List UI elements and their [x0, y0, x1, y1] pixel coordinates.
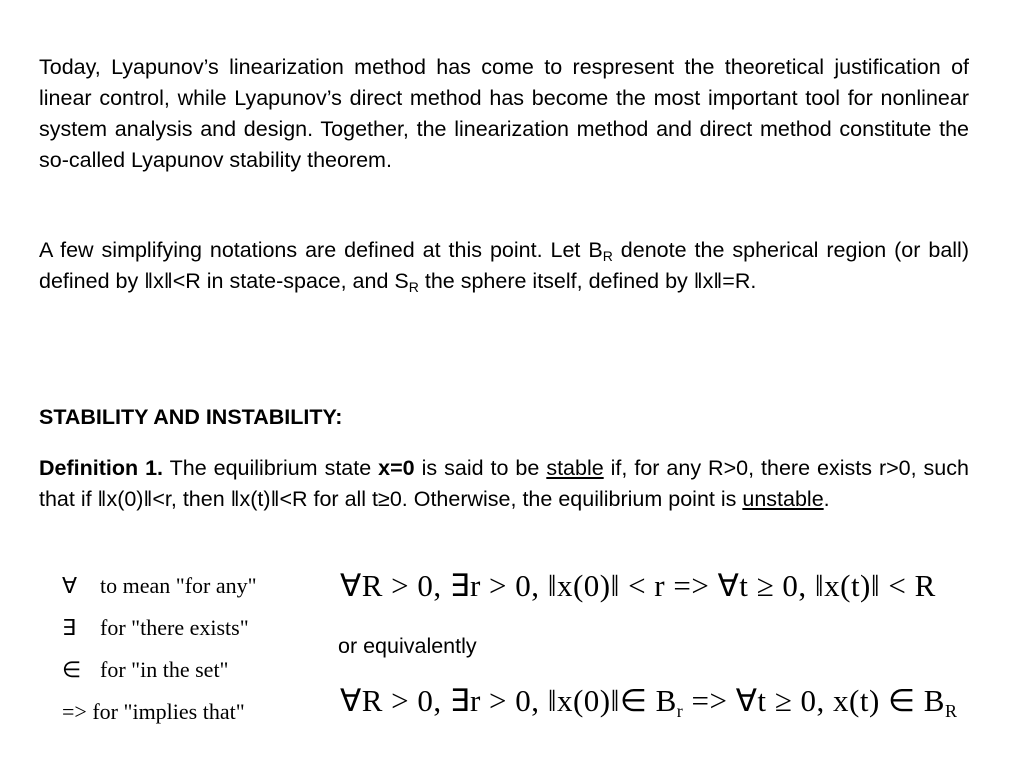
notation-text-2: denote the spherical region (or ball) defined by ‖x‖<R in state-space, and S	[39, 238, 969, 293]
section-heading: STABILITY AND INSTABILITY:	[39, 405, 343, 429]
definition-text-1: The equilibrium state	[163, 456, 379, 480]
implies-symbol: =>	[62, 699, 87, 724]
definition-stable: stable	[546, 456, 604, 480]
notation-sub-2: R	[408, 279, 419, 295]
notation-sub-1: R	[602, 248, 613, 264]
definition-text-2: is said to be	[414, 456, 547, 480]
element-of-symbol: ∈	[62, 657, 82, 682]
definition-unstable: unstable	[742, 487, 824, 511]
symbol-legend	[62, 566, 257, 734]
eq2-sub-r: r	[676, 701, 684, 721]
legend-row-in-set	[62, 650, 257, 692]
legend-text: for "there exists"	[100, 615, 249, 640]
stability-equation: ∀R > 0, ∃r > 0, ‖x(0)‖ < r => ∀t ≥ 0, ‖x(t)‖ < R	[340, 568, 936, 603]
legend-row-implies	[62, 692, 257, 734]
paragraph-intro: Today, Lyapunov’s linearization method has come to respresent the theoretical justification of linear control, while Lyapunov’s direct method has become the most important tool for nonlinear system analysis and design. Together, the linearization method and direct method constitute the so-called Lyapunov stability theorem.	[39, 55, 969, 172]
exists-symbol: ∃	[62, 615, 76, 640]
definition-paragraph	[39, 453, 969, 515]
eq2-main: ∀R > 0, ∃r > 0, ‖x(0)‖∈ B	[340, 683, 677, 718]
legend-row-exists	[62, 608, 257, 650]
legend-text: to mean "for any"	[100, 573, 257, 598]
or-equivalently-label: or equivalently	[338, 634, 477, 658]
legend-text: for "in the set"	[100, 657, 229, 682]
definition-state: x=0	[378, 456, 415, 480]
definition-label: Definition 1.	[39, 456, 164, 480]
paragraph-notations	[39, 235, 969, 297]
definition-text-4: .	[823, 487, 830, 511]
definition-text-3: if, for any R>0, there exists r>0, such that if ‖x(0)‖<r, then ‖x(t)‖<R for all t≥0. Otherwise, the equilibrium point is	[39, 456, 969, 511]
legend-row-forall	[62, 566, 257, 608]
eq2-mid: => ∀t ≥ 0, x(t) ∈ B	[683, 683, 945, 718]
legend-text: for "implies that"	[92, 699, 245, 724]
forall-symbol: ∀	[62, 573, 78, 598]
stability-equation-ball	[340, 683, 958, 719]
eq2-sub-R: R	[945, 701, 958, 721]
notation-text-3: the sphere itself, defined by ‖x‖=R.	[418, 269, 757, 293]
notation-text-1: A few simplifying notations are defined at this point. Let B	[39, 238, 603, 262]
